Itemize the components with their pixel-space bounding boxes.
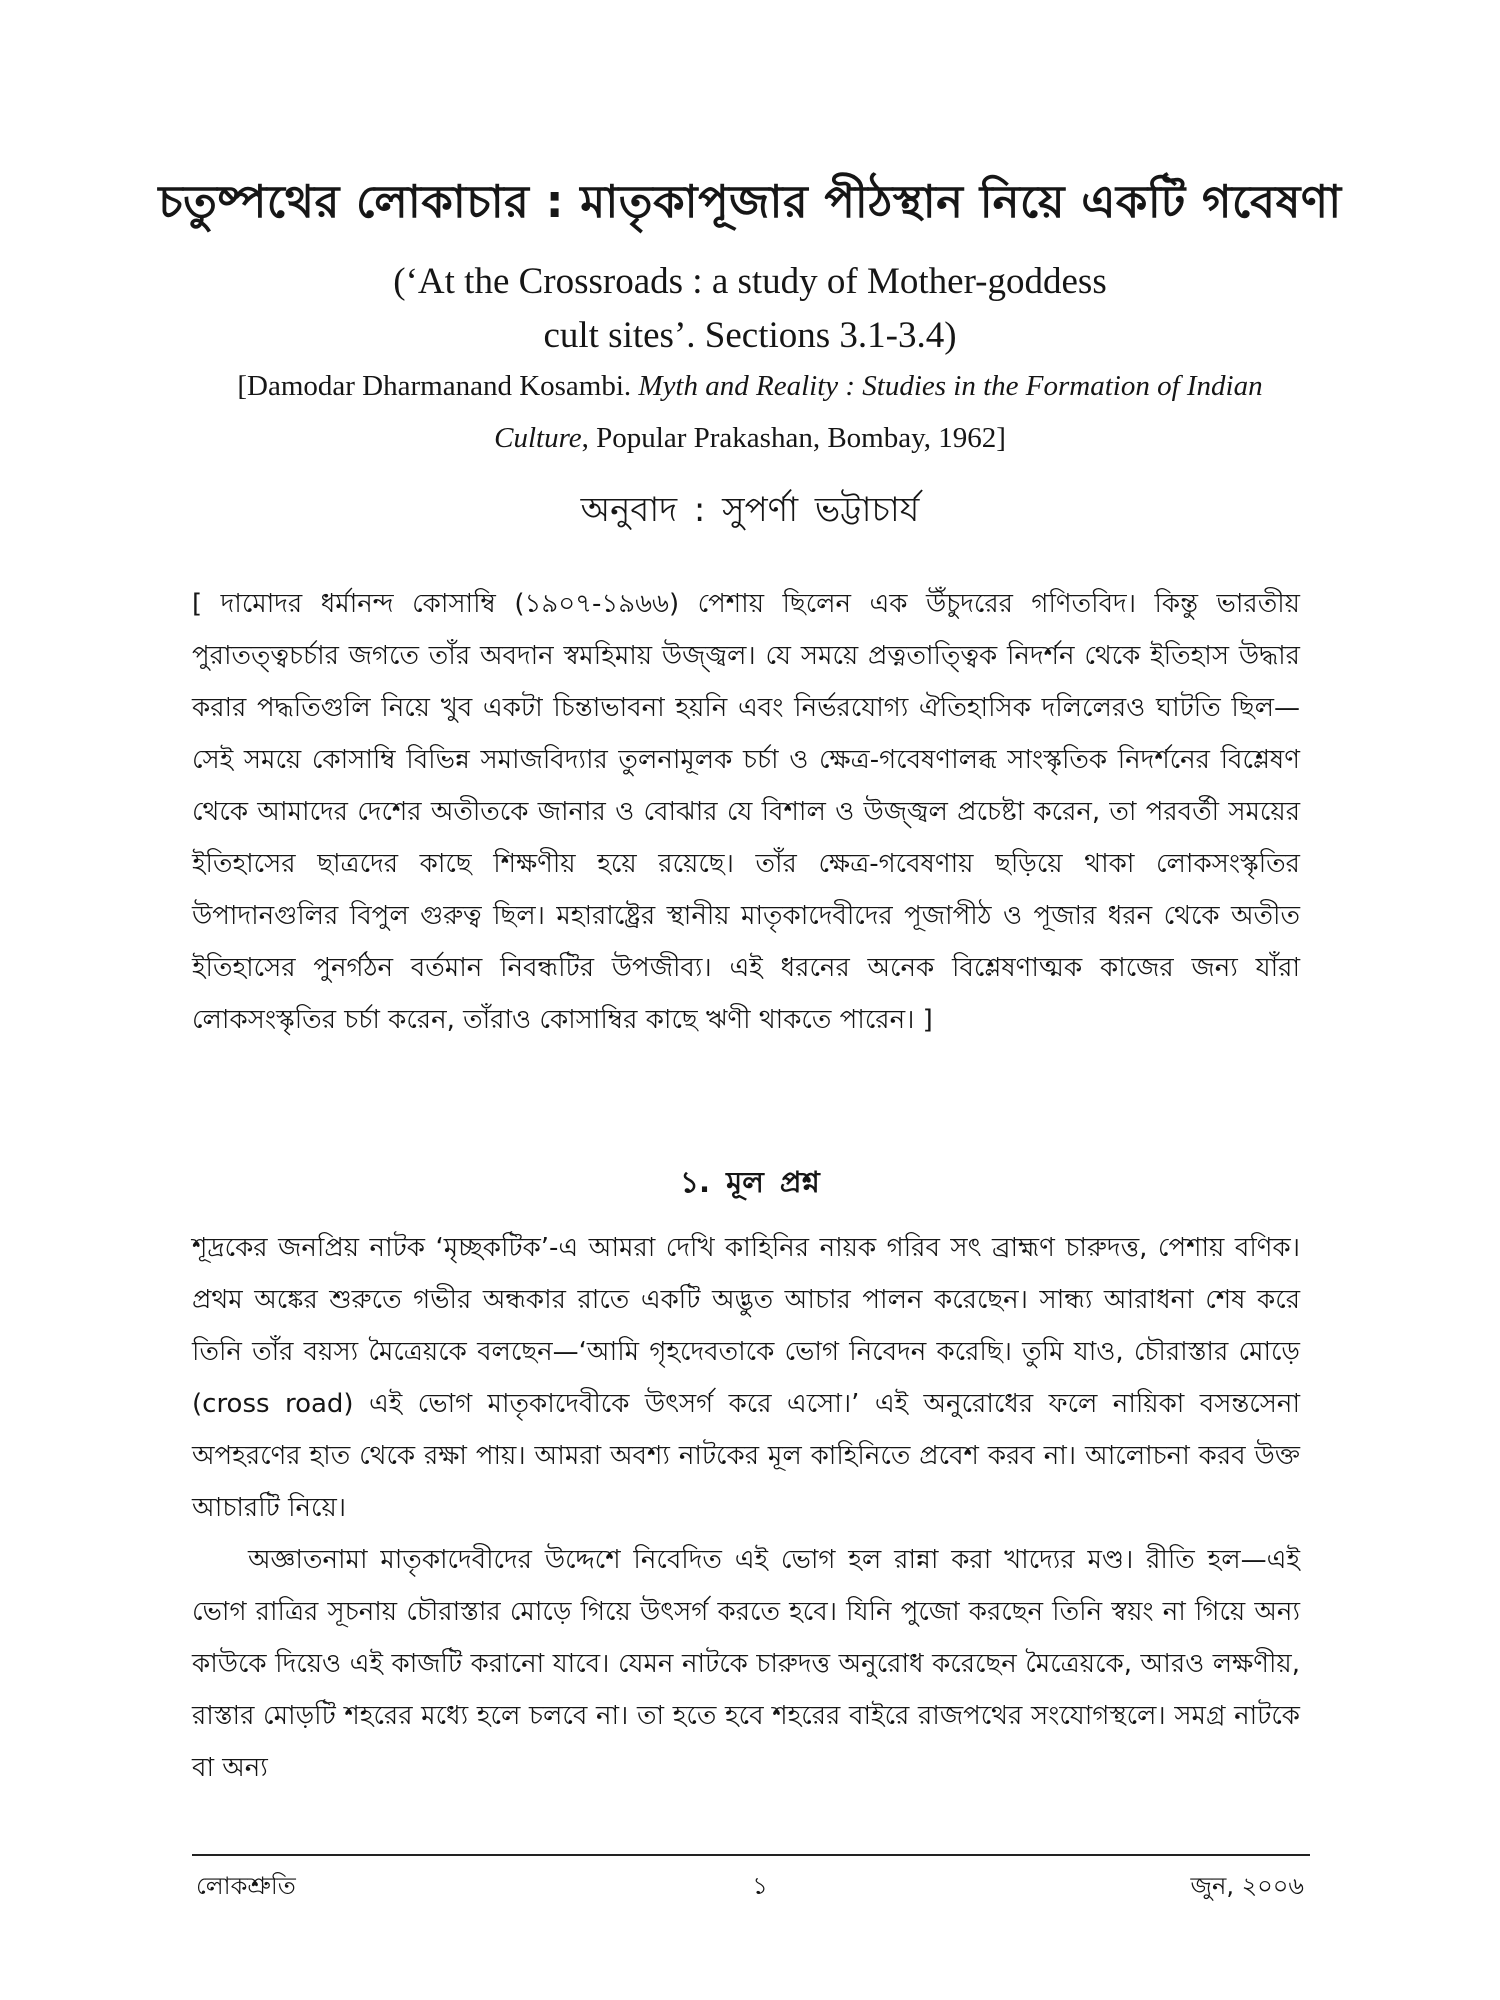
footer-date: জুন, ২০০৬ bbox=[1190, 1872, 1304, 1900]
intro-paragraph: [ দামোদর ধর্মানন্দ কোসাম্বি (১৯০৭-১৯৬৬) পেশায় ছিলেন এক উঁচুদরের গণিতবিদ। কিন্তু ভারতীয় পুরাতত্ত্বচর্চার জগতে তাঁর অবদান স্বমহিমায় উজ্জ্বল। যে সময়ে প্রত্নতাত্ত্বিক নিদর্শন থেকে ইতিহাস উদ্ধার করার পদ্ধতিগুলি নিয়ে খুব একটা চিন্তাভাবনা হয়নি এবং নির্ভরযোগ্য ঐতিহাসিক দলিলেরও ঘাটতি ছিল—সেই সময়ে কোসাম্বি বিভিন্ন সমাজবিদ্যার তুলনামূলক চর্চা ও ক্ষেত্র-গবেষণালব্ধ সাংস্কৃতিক নিদর্শনের বিশ্লেষণ থেকে আমাদের দেশের অতীতকে জানার ও বোঝার যে বিশাল ও উজ্জ্বল প্রচেষ্টা করেন, তা পরবর্তী সময়ের ইতিহাসের ছাত্রদের কাছে শিক্ষণীয় হয়ে রয়েছে। তাঁর ক্ষেত্র-গবেষণায় ছড়িয়ে থাকা লোকসংস্কৃতির উপাদানগুলির বিপুল গুরুত্ব ছিল। মহারাষ্ট্রের স্থানীয় মাতৃকাদেবীদের পূজাপীঠ ও পূজার ধরন থেকে অতীত ইতিহাসের পুনর্গঠন বর্তমান নিবন্ধটির উপজীব্য। এই ধরনের অনেক বিশ্লেষণাত্মক কাজের জন্য যাঁরা লোকসংস্কৃতির চর্চা করেন, তাঁরাও কোসাম্বির কাছে ঋণী থাকতে পারেন। ] bbox=[192, 589, 1300, 1035]
english-subtitle bbox=[250, 255, 1250, 363]
section-body bbox=[192, 1222, 1300, 1794]
citation-author: [Damodar Dharmanand Kosambi. bbox=[237, 370, 639, 402]
footer-divider bbox=[192, 1854, 1310, 1856]
source-citation bbox=[200, 360, 1300, 464]
citation-publisher: , Popular Prakashan, Bombay, 1962] bbox=[581, 422, 1006, 454]
english-subtitle-line-1: (‘At the Crossroads : a study of Mother-goddess bbox=[393, 261, 1107, 302]
editorial-introduction bbox=[192, 578, 1300, 1046]
footer-journal-name: লোকশ্রুতি bbox=[196, 1872, 296, 1900]
translator-credit: অনুবাদ : সুপর্ণা ভট্টাচার্য bbox=[580, 490, 920, 530]
body-paragraph-1: শূদ্রকের জনপ্রিয় নাটক ‘মৃচ্ছকটিক’-এ আমরা দেখি কাহিনির নায়ক গরিব সৎ ব্রাহ্মণ চারুদত্ত, পেশায় বণিক। প্রথম অঙ্কের শুরুতে গভীর অন্ধকার রাতে একটি অদ্ভুত আচার পালন করেছেন। সান্ধ্য আরাধনা শেষ করে তিনি তাঁর বয়স্য মৈত্রেয়কে বলছেন—‘আমি গৃহদেবতাকে ভোগ নিবেদন করেছি। তুমি যাও, চৌরাস্তার মোড়ে (cross road) এই ভোগ মাতৃকাদেবীকে উৎসর্গ করে এসো।’ এই অনুরোধের ফলে নায়িকা বসন্তসেনা অপহরণের হাত থেকে রক্ষা পায়। আমরা অবশ্য নাটকের মূল কাহিনিতে প্রবেশ করব না। আলোচনা করব উক্ত আচারটি নিয়ে। bbox=[192, 1233, 1300, 1523]
footer-page-number: ১ bbox=[752, 1872, 768, 1900]
body-paragraph-2: অজ্ঞাতনামা মাতৃকাদেবীদের উদ্দেশে নিবেদিত এই ভোগ হল রান্না করা খাদ্যের মণ্ড। রীতি হল—এই ভোগ রাত্রির সূচনায় চৌরাস্তার মোড়ে গিয়ে উৎসর্গ করতে হবে। যিনি পুজো করছেন তিনি স্বয়ং না গিয়ে অন্য কাউকে দিয়েও এই কাজটি করানো যাবে। যেমন নাটকে চারুদত্ত অনুরোধ করেছেন মৈত্রেয়কে, আরও লক্ষণীয়, রাস্তার মোড়টি শহরের মধ্যে হলে চলবে না। তা হতে হবে শহরের বাইরে রাজপথের সংযোগস্থলে। সমগ্র নাটকে বা অন্য bbox=[192, 1545, 1300, 1783]
section-heading: ১. মূল প্রশ্ন bbox=[680, 1165, 820, 1199]
english-subtitle-line-2: cult sites’. Sections 3.1-3.4) bbox=[543, 315, 957, 356]
article-title: চতুষ্পথের লোকাচার : মাতৃকাপূজার পীঠস্থান নিয়ে একটি গবেষণা bbox=[158, 175, 1342, 228]
citation-book-title: Myth and Reality : Studies in the Formation of Indian Culture bbox=[494, 370, 1263, 454]
